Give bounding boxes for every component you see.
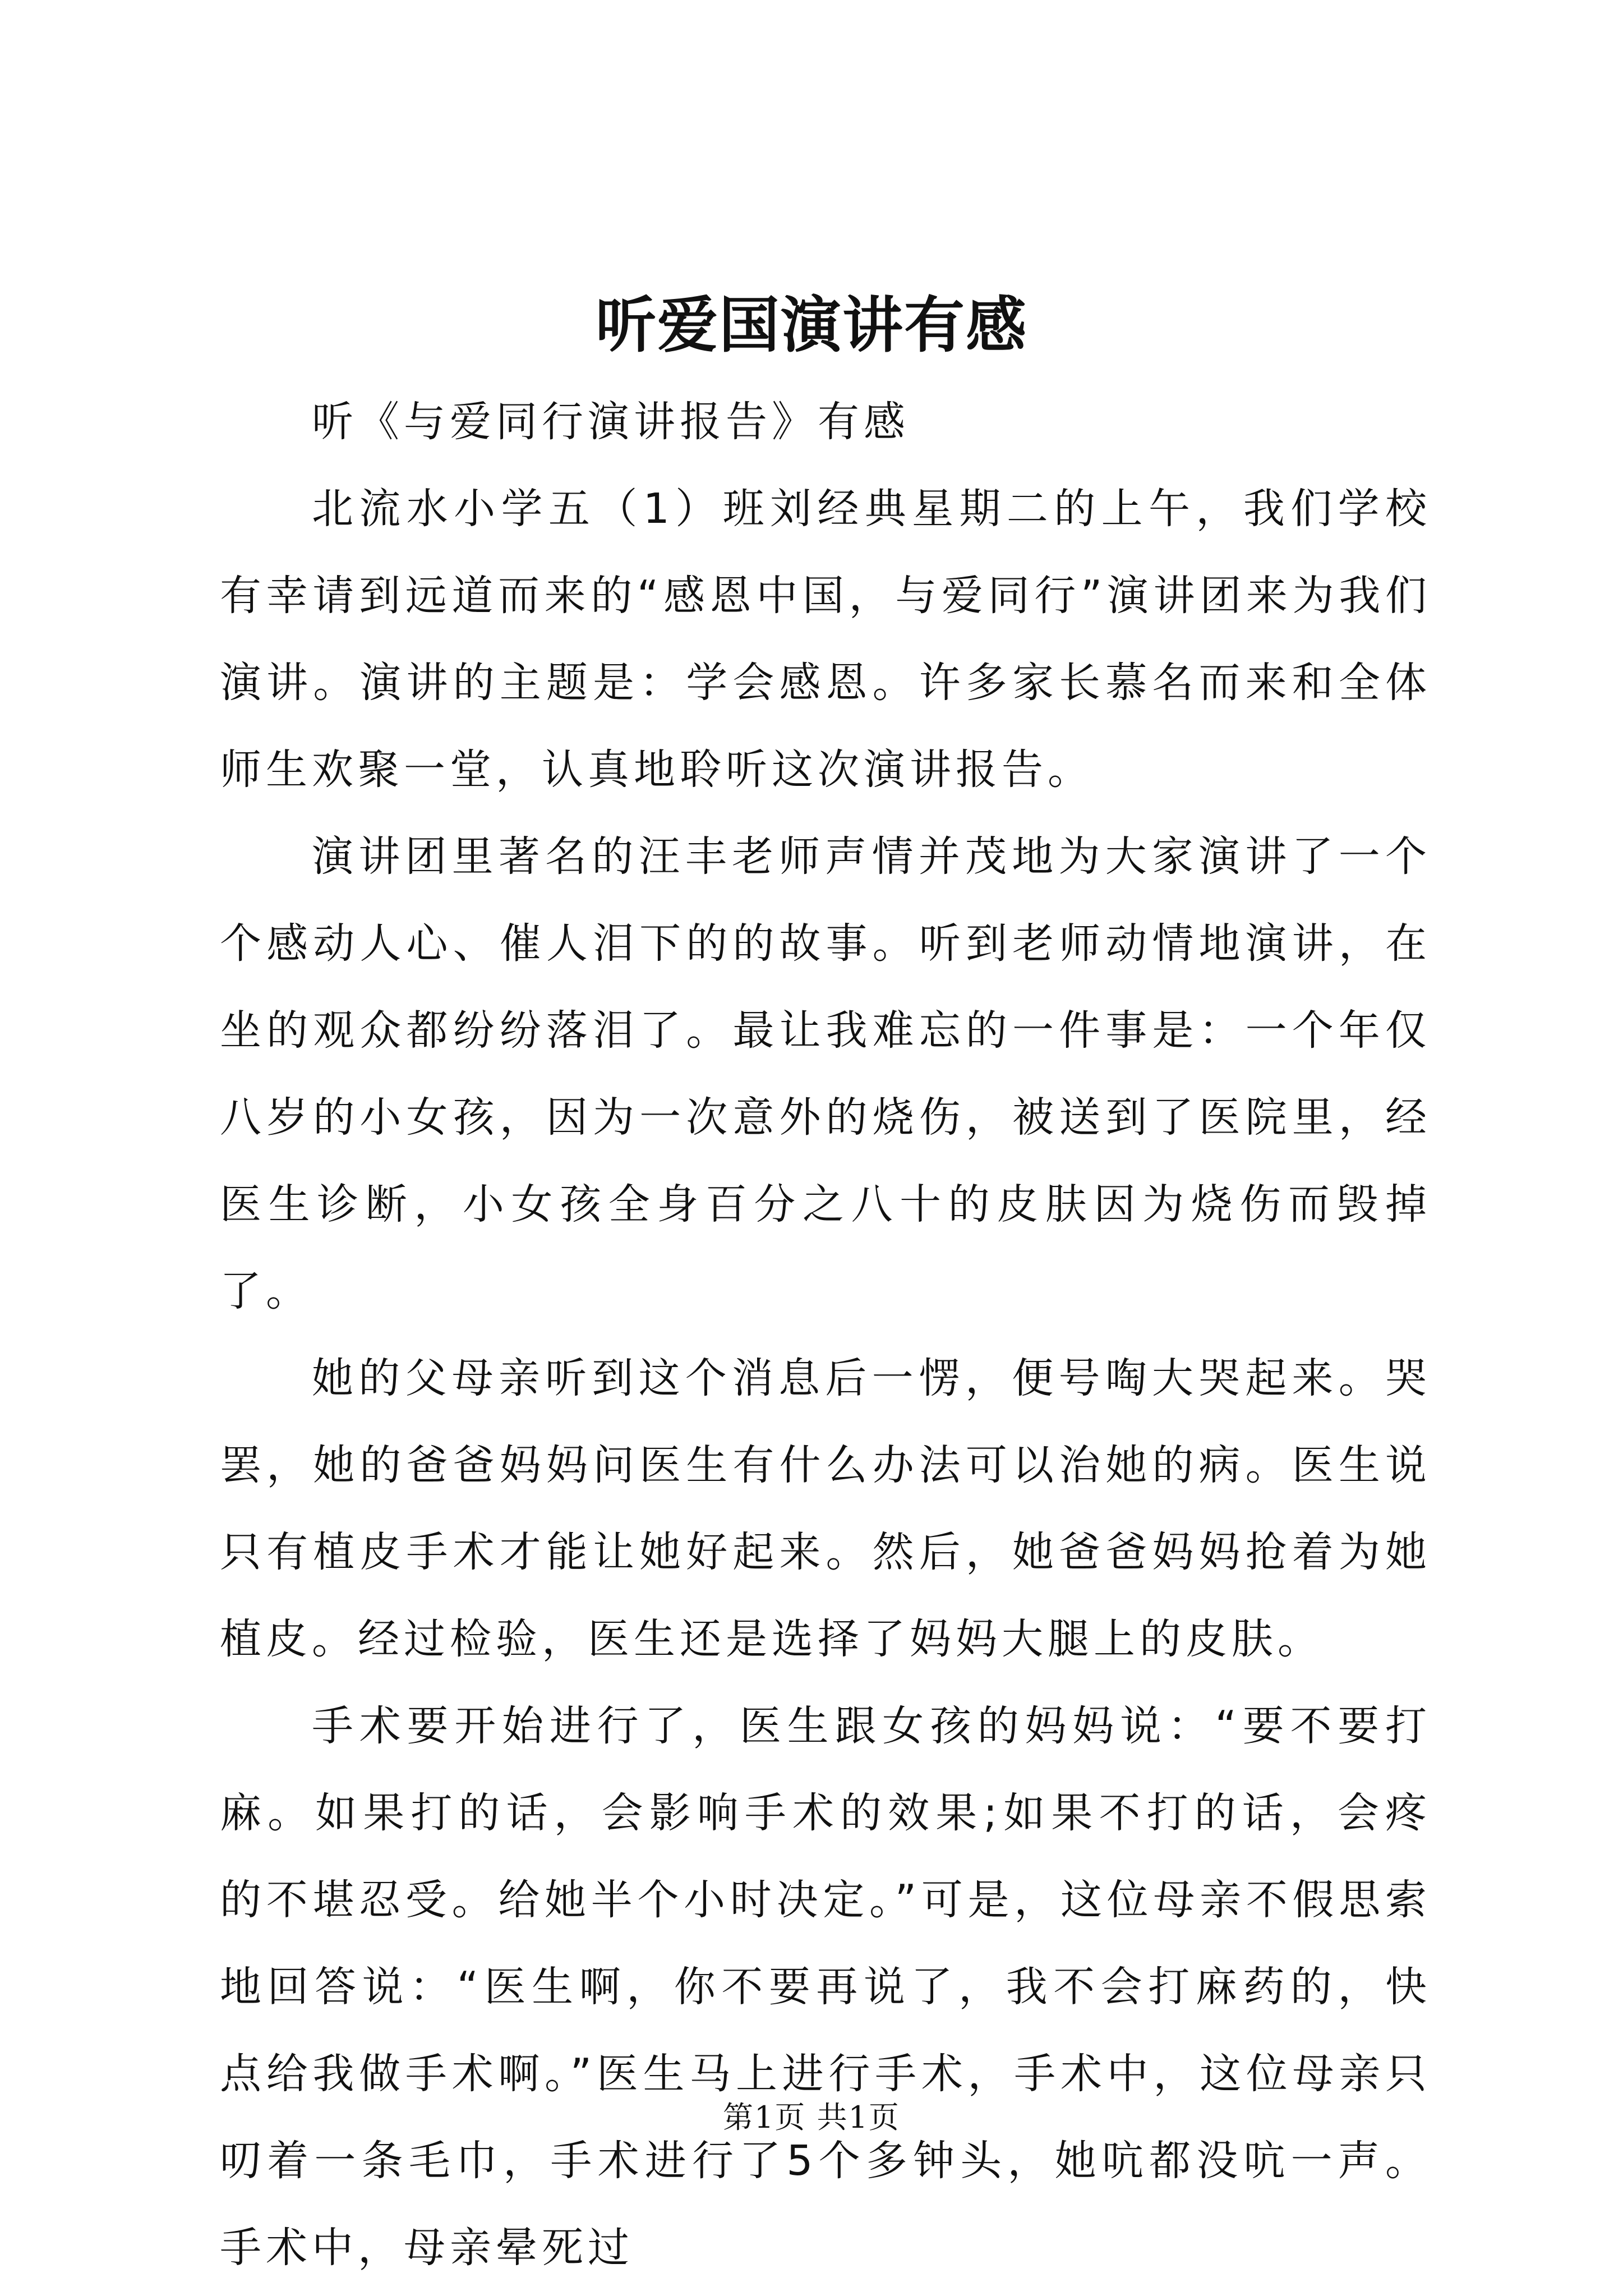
paragraph: 演讲团里著名的汪丰老师声情并茂地为大家演讲了一个个感动人心、催人泪下的的故事。听到老师动情地演讲，在坐的观众都纷纷落泪了。最让我难忘的一件事是：一个年仅八岁的小女孩，因为一次意外的烧伤，被送到了医院里，经医生诊断，小女孩全身百分之八十的皮肤因为烧伤而毁掉了。 (220, 832, 1431, 1315)
page-footer: 第1页 共1页 (723, 2100, 900, 2135)
document-body (220, 379, 1431, 2292)
paragraph: 她的父母亲听到这个消息后一愣，便号啕大哭起来。哭罢，她的爸爸妈妈问医生有什么办法可以治她的病。医生说只有植皮手术才能让她好起来。然后，她爸爸妈妈抢着为她植皮。经过检验，医生还是选择了妈妈大腿上的皮肤。 (220, 1354, 1431, 1663)
document-title: 听爱国演讲有感 (595, 290, 1027, 361)
subtitle-paragraph: 听《与爱同行演讲报告》有感 (312, 398, 910, 446)
paragraph: 手术要开始进行了，医生跟女孩的妈妈说：“要不要打麻。如果打的话，会影响手术的效果;如果不打的话，会疼的不堪忍受。给她半个小时决定。”可是，这位母亲不假思索地回答说：“医生啊，你不要再说了，我不会打麻药的，快点给我做手术啊。”医生马上进行手术，手术中，这位母亲只叨着一条毛巾，手术进行了5个多钟头，她吭都没吭一声。手术中，母亲晕死过 (220, 1702, 1431, 2272)
paragraph: 北流水小学五（1）班刘经典星期二的上午，我们学校有幸请到远道而来的“感恩中国，与爱同行”演讲团来为我们演讲。演讲的主题是：学会感恩。许多家长慕名而来和全体师生欢聚一堂，认真地聆听这次演讲报告。 (220, 485, 1431, 794)
